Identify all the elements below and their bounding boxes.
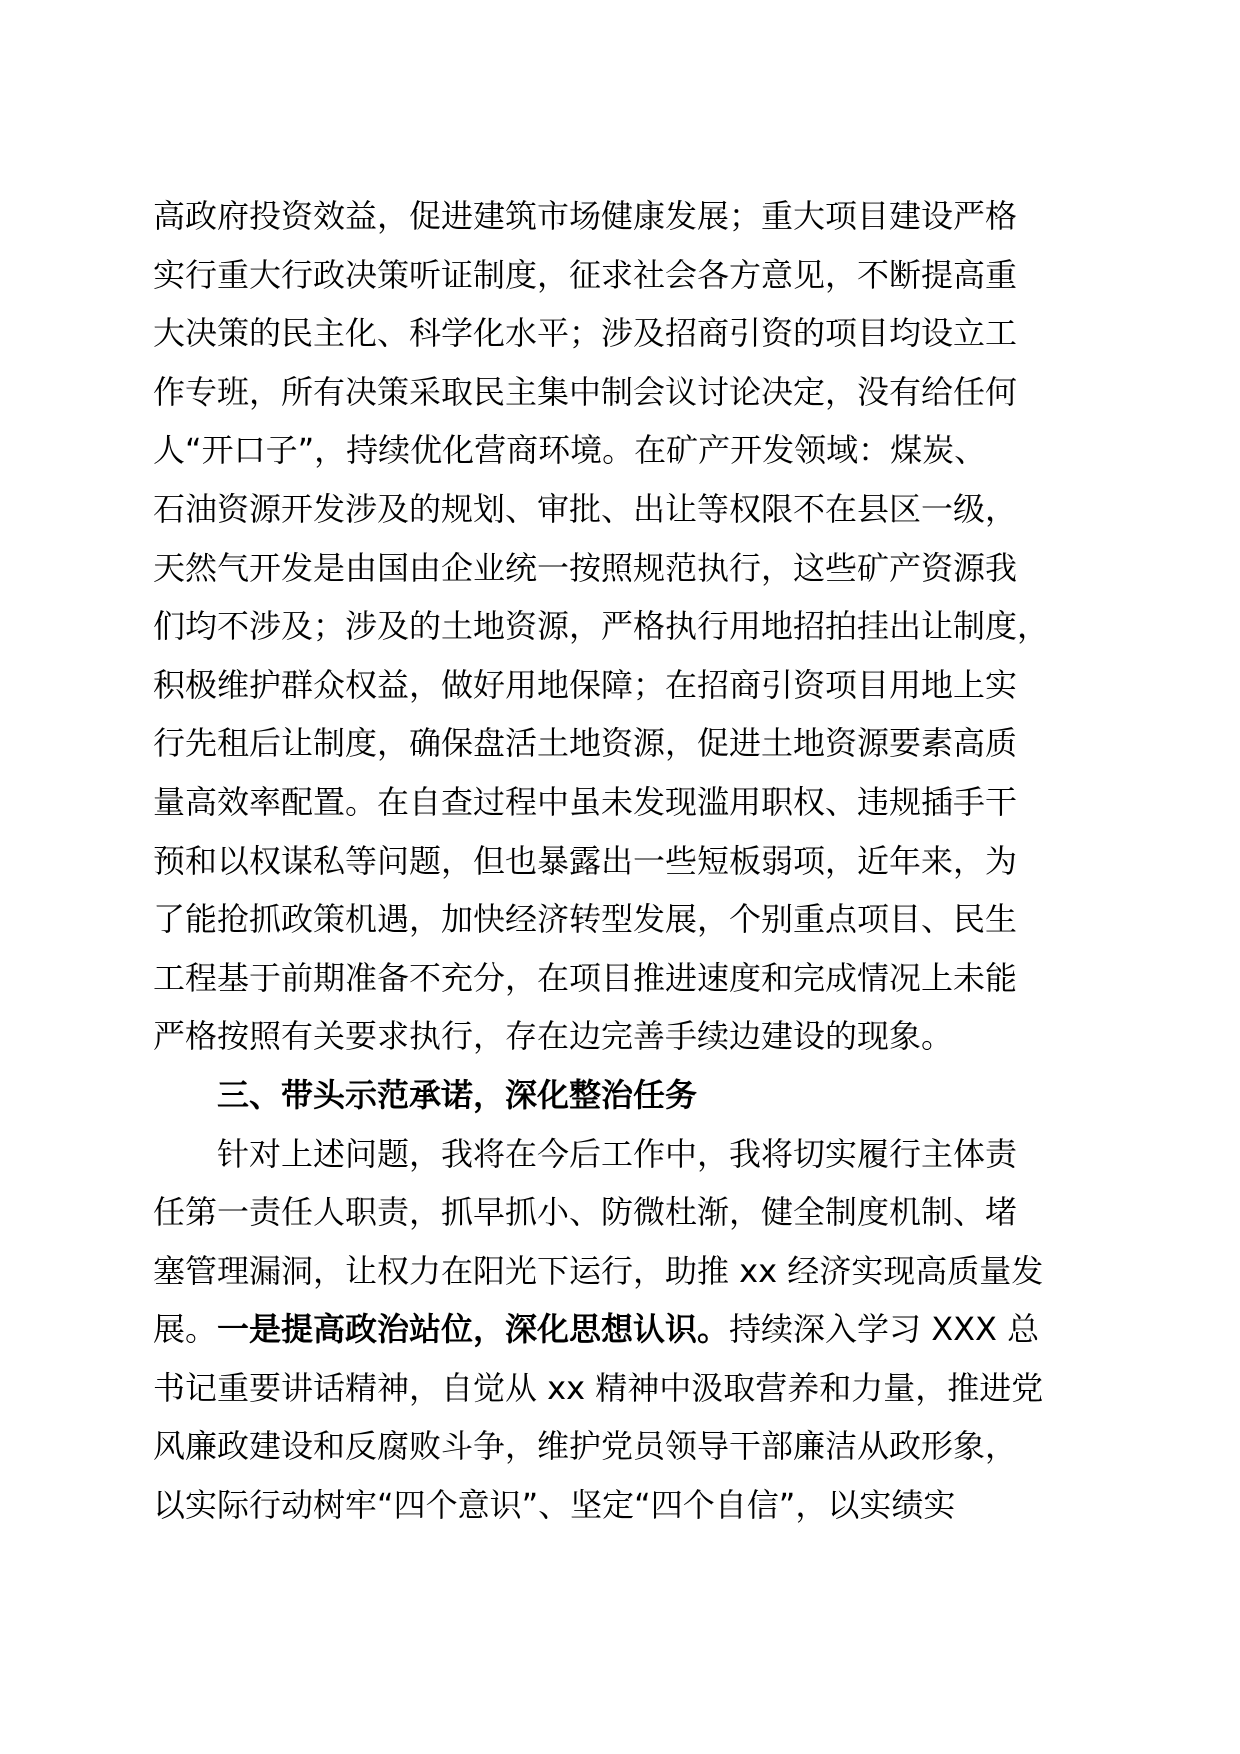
text-line: 行先租后让制度，确保盘活土地资源，促进土地资源要素高质: [153, 724, 1018, 763]
text-line: 实行重大行政决策听证制度，征求社会各方意见，不断提高重: [153, 255, 1018, 294]
text-line: 量高效率配置。在自查过程中虽未发现滥用职权、违规插手干: [153, 782, 1018, 821]
text-line: 天然气开发是由国由企业统一按照规范执行，这些矿产资源我: [153, 548, 1018, 587]
text-line: 任第一责任人职责，抓早抓小、防微杜渐，健全制度机制、堵: [153, 1193, 1018, 1232]
text-line: 书记重要讲话精神，自觉从 xx 精神中汲取营养和力量，推进党: [153, 1368, 1044, 1407]
text-line: 工程基于前期准备不充分，在项目推进速度和完成情况上未能: [153, 958, 1018, 997]
paragraph-2: [153, 1125, 1098, 1535]
text-line: 预和以权谋私等问题，但也暴露出一些短板弱项，近年来，为: [153, 841, 1018, 880]
text-line: 们均不涉及；涉及的土地资源，严格执行用地招拍挂出让制度，: [153, 607, 1050, 646]
text-line: 风廉政建设和反腐败斗争，维护党员领导干部廉洁从政形象，: [153, 1427, 1018, 1466]
text-line: 人“开口子”，持续优化营商环境。在矿产开发领域：煤炭、: [153, 431, 987, 470]
line-start-text: 展。: [153, 1310, 218, 1349]
line-end-text: 持续深入学习 XXX 总: [729, 1310, 1040, 1349]
document-page: [153, 187, 1098, 1535]
text-line: 以实际行动树牢“四个意识”、坚定“四个自信”，以实绩实: [153, 1486, 956, 1525]
text-line: 针对上述问题，我将在今后工作中，我将切实履行主体责: [217, 1134, 1018, 1173]
text-line: 严格按照有关要求执行，存在边完善手续边建设的现象。: [153, 1017, 954, 1056]
text-line: 高政府投资效益，促进建筑市场健康发展；重大项目建设严格: [153, 197, 1018, 235]
section-heading: 三、带头示范承诺，深化整治任务: [217, 1075, 698, 1114]
text-line: 石油资源开发涉及的规划、审批、出让等权限不在县区一级，: [153, 489, 1018, 528]
text-line-mixed: [153, 1300, 1098, 1359]
text-line: 大决策的民主化、科学化水平；涉及招商引资的项目均设立工: [153, 314, 1018, 353]
bold-subheading: 一是提高政治站位，深化思想认识。: [217, 1310, 730, 1349]
text-line: 积极维护群众权益，做好用地保障；在招商引资项目用地上实: [153, 665, 1018, 704]
text-line: 塞管理漏洞，让权力在阳光下运行，助推 xx 经济实现高质量发: [153, 1251, 1044, 1290]
paragraph-1: [153, 187, 1098, 1066]
text-line: 作专班，所有决策采取民主集中制会议讨论决定，没有给任何: [153, 372, 1018, 411]
text-line: 了能抢抓政策机遇，加快经济转型发展，个别重点项目、民生: [153, 900, 1018, 939]
